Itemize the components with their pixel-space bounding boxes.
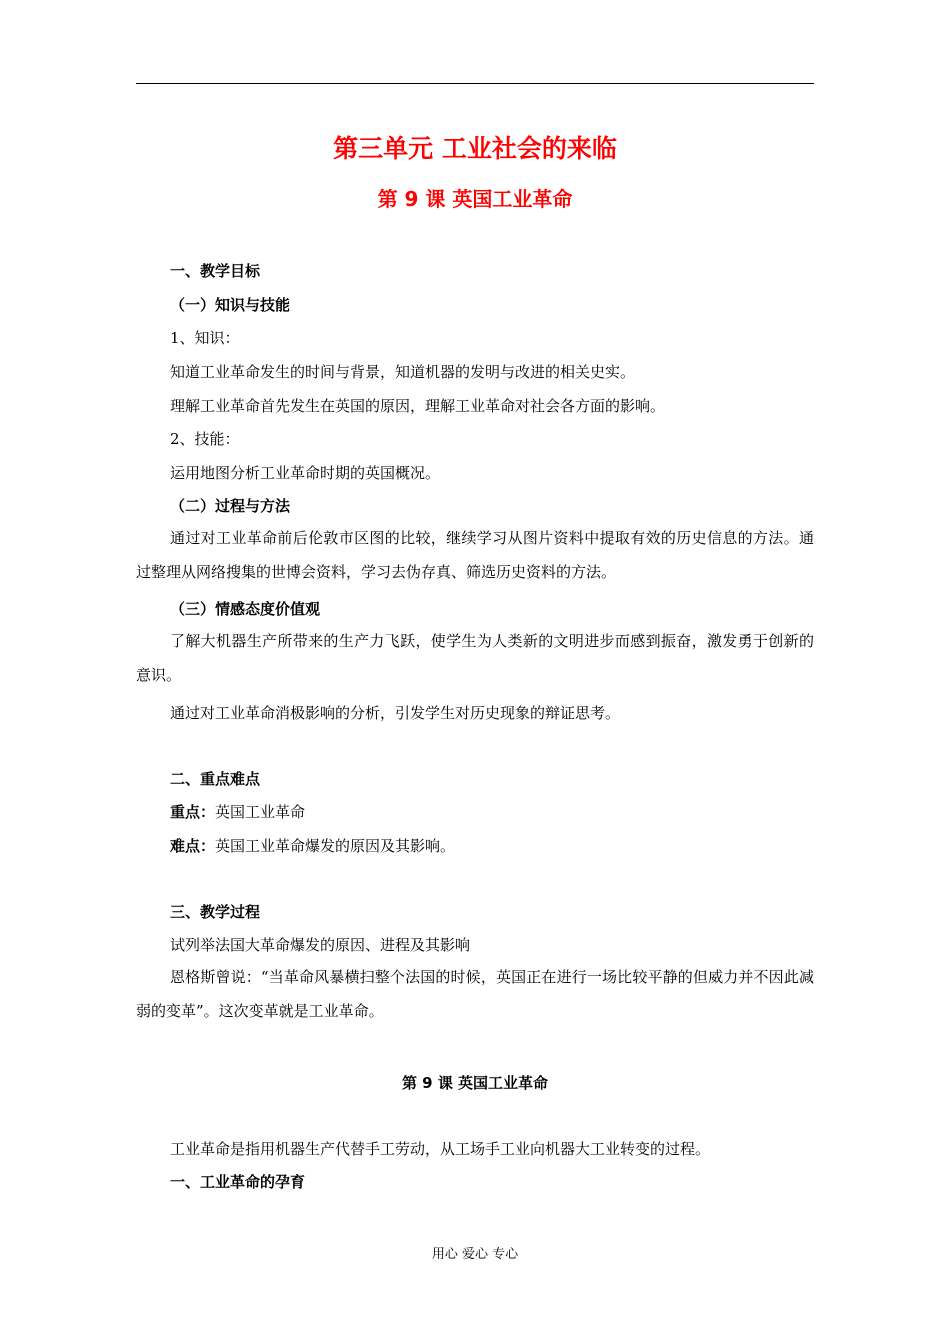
item-skills: 2、技能：	[170, 430, 240, 448]
paragraph: 知道工业革命发生的时间与背景，知道机器的发明与改进的相关史实。	[170, 363, 636, 381]
paragraph: 试列举法国大革命爆发的原因、进程及其影响	[170, 936, 471, 954]
paragraph: 通过对工业革命前后伦敦市区图的比较，继续学习从图片资料中提取有效的历史信息的方法。通过整理从网络搜集的世博会资料，学习去伪存真、筛选历史资料的方法。	[136, 529, 814, 581]
paragraph: 通过对工业革命消极影响的分析，引发学生对历史现象的辩证思考。	[170, 704, 621, 722]
header-rule	[136, 83, 814, 84]
key-point-line	[170, 801, 305, 823]
paragraph: 理解工业革命首先发生在英国的原因，理解工业革命对社会各方面的影响。	[170, 397, 666, 415]
part-heading: 一、工业革命的孕育	[170, 1173, 306, 1191]
subheading-knowledge-skills: （一）知识与技能	[170, 296, 291, 314]
paragraph-definition: 工业革命是指用机器生产代替手工劳动，从工场手工业向机器大工业转变的过程。	[170, 1140, 711, 1158]
paragraph: 运用地图分析工业革命时期的英国概况。	[170, 464, 441, 482]
lesson-heading: 第 9 课 英国工业革命	[401, 1074, 549, 1092]
key-label: 重点：	[170, 803, 216, 821]
section-heading-key-points: 二、重点难点	[170, 770, 261, 788]
difficulty-text: 英国工业革命爆发的原因及其影响。	[215, 837, 456, 855]
page-footer: 用心 爱心 专心	[431, 1247, 519, 1262]
item-knowledge: 1、知识：	[170, 329, 240, 347]
section-heading-objectives: 一、教学目标	[170, 262, 261, 280]
key-text: 英国工业革命	[215, 803, 306, 821]
subheading-process-method: （二）过程与方法	[170, 497, 291, 515]
unit-title: 第三单元 工业社会的来临	[333, 134, 617, 163]
paragraph: 了解大机器生产所带来的生产力飞跃，使学生为人类新的文明进步而感到振奋，激发勇于创新的意识。	[136, 632, 814, 684]
difficulty-line	[170, 835, 455, 857]
paragraph-engels-quote: 恩格斯曾说：“当革命风暴横扫整个法国的时候，英国正在进行一场比较平静的但威力并不因此减弱的变革”。这次变革就是工业革命。	[136, 968, 814, 1020]
subheading-values: （三）情感态度价值观	[170, 600, 321, 618]
difficulty-label: 难点：	[170, 837, 216, 855]
section-heading-process: 三、教学过程	[170, 903, 261, 921]
lesson-title: 第 9 课 英国工业革命	[377, 187, 573, 211]
